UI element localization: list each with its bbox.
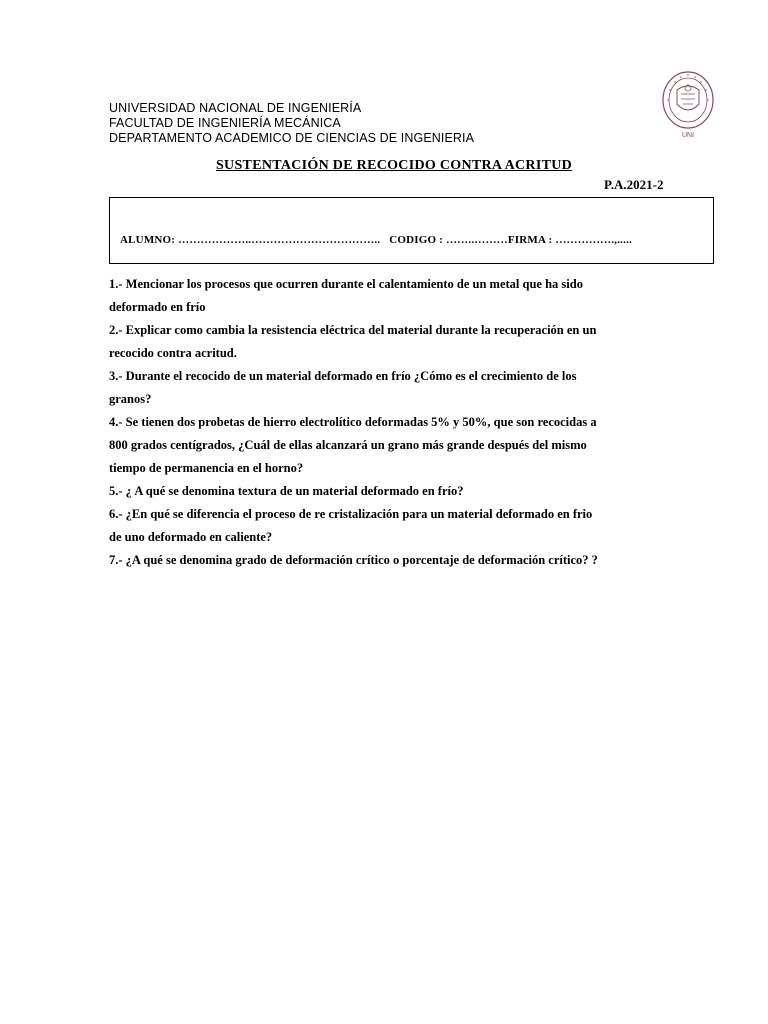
question-6-line-1: 6.- ¿En qué se diferencia el proceso de re cristalización para un material deformado en frio: [109, 507, 593, 521]
question-4-line-2: 800 grados centígrados, ¿Cuál de ellas alcanzará un grano más grande después del mismo: [109, 438, 587, 452]
question-6: [109, 503, 689, 549]
question-4: [109, 411, 689, 480]
alumno-field[interactable]: ALUMNO: ………………..……………………………..: [120, 234, 381, 246]
question-7: [109, 549, 689, 572]
university-name: UNIVERSIDAD NACIONAL DE INGENIERÍA: [109, 101, 362, 115]
codigo-firma-field[interactable]: CODIGO : ……..………FIRMA : ……………: [389, 234, 612, 246]
document-title: SUSTENTACIÓN DE RECOCIDO CONTRA ACRITUD: [215, 158, 573, 173]
firma-trailing-dots: .,.....: [611, 234, 632, 246]
question-4-line-1: 4.- Se tienen dos probetas de hierro electrolítico deformadas 5% y 50%, que son recocidas a: [109, 415, 597, 429]
university-seal-logo: [661, 70, 715, 140]
question-2-line-2: recocido contra acritud.: [109, 346, 237, 360]
question-6-line-2: de uno deformado en caliente?: [109, 530, 273, 544]
student-info-box: [109, 197, 714, 264]
question-2-line-1: 2.- Explicar como cambia la resistencia eléctrica del material durante la recuperación en un: [109, 323, 597, 337]
question-1-line-2: deformado en frío: [109, 300, 206, 314]
question-1: [109, 273, 689, 319]
question-5: [109, 480, 689, 503]
faculty-name: FACULTAD DE INGENIERÍA MECÁNICA: [109, 116, 341, 130]
academic-period: P.A.2021-2: [604, 177, 664, 192]
department-name: DEPARTAMENTO ACADEMICO DE CIENCIAS DE INGENIERIA: [109, 131, 475, 145]
question-7-line-1: 7.- ¿A qué se denomina grado de deformación crítico o porcentaje de deformación crítico? ?: [109, 553, 598, 567]
seal-caption: UNI: [681, 132, 695, 139]
question-3-line-2: granos?: [109, 392, 152, 406]
institution-header: [109, 101, 474, 146]
question-2: [109, 319, 689, 365]
question-3: [109, 365, 689, 411]
question-3-line-1: 3.- Durante el recocido de un material deformado en frío ¿Cómo es el crecimiento de los: [109, 369, 577, 383]
question-4-line-3: tiempo de permanencia en el horno?: [109, 461, 304, 475]
student-info-line: [120, 234, 632, 246]
question-list: [109, 273, 689, 572]
question-5-line-1: 5.- ¿ A qué se denomina textura de un material deformado en frío?: [109, 484, 464, 498]
question-1-line-1: 1.- Mencionar los procesos que ocurren durante el calentamiento de un metal que ha sido: [109, 277, 583, 291]
